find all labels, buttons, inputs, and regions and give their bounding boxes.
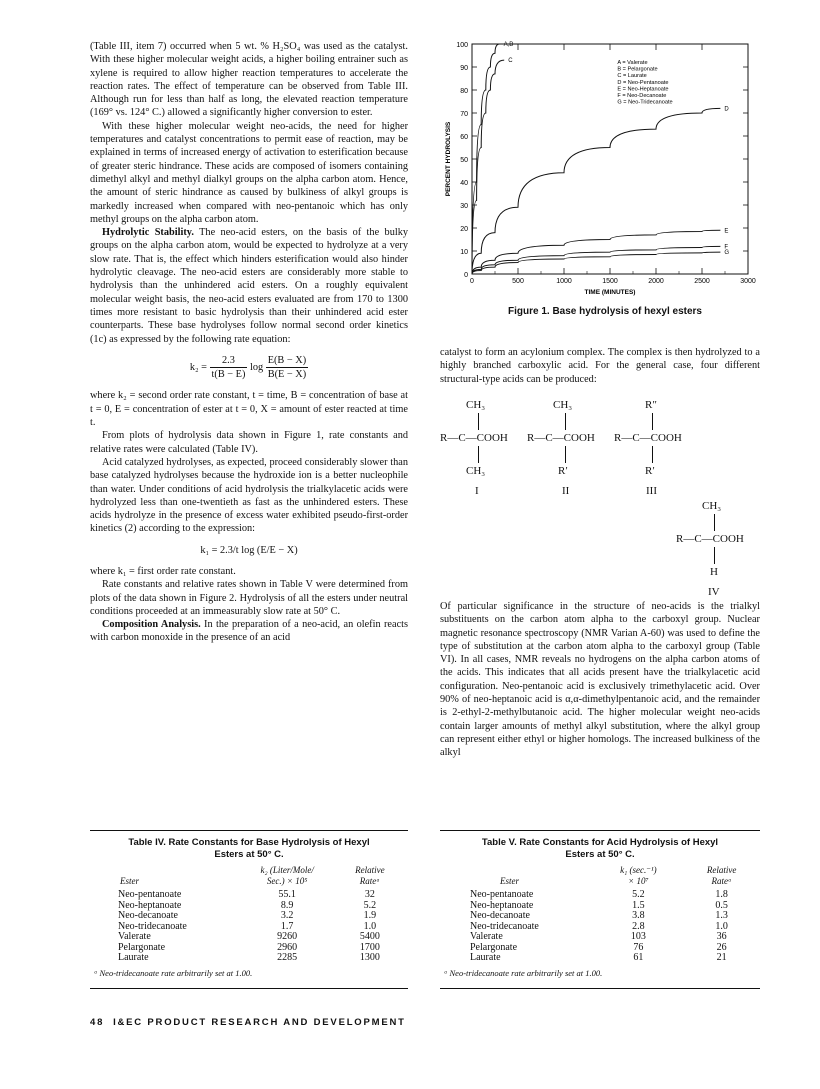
rate-equation-first-order: k₁ = 2.3/t log (E/E − X): [200, 544, 298, 556]
x-tick-label: 0: [470, 278, 474, 285]
series-label: G: [724, 250, 730, 257]
x-tick-label: 2000: [648, 278, 664, 285]
section-heading: Hydrolytic Stability.: [102, 227, 194, 239]
series-label: A,B: [503, 42, 514, 48]
paragraph: where k₁ = first order rate constant.: [90, 565, 236, 577]
series-label: E: [724, 228, 729, 235]
table-cell-rel: 1700: [359, 941, 380, 953]
paragraph: From plots of hydrolysis data shown in Figure 1, rate constants and relative rates were calculated (Table IV).: [90, 430, 408, 455]
table-row: [90, 890, 408, 901]
table-footnote: ᵃ Neo-tridecanoate rate arbitrarily set at 1.00.: [444, 967, 603, 978]
table-cell-ester: Laurate: [118, 952, 149, 963]
table-row: [90, 953, 408, 964]
table-cell-k: 2960: [277, 941, 298, 953]
table-title: Table IV. Rate Constants for Base Hydrolysis of Hexyl Esters at 50° C.: [128, 837, 370, 860]
figure-1-chart: [440, 36, 770, 298]
table-cell-ester: Pelargonate: [470, 941, 518, 953]
table-cell-rel: 1.8: [715, 889, 728, 900]
table-cell-k: 9260: [277, 931, 298, 942]
table-cell-k: 8.9: [280, 899, 294, 911]
legend-entry: G = Neo-Tridecanoate: [617, 99, 673, 106]
table-iv: [90, 830, 408, 989]
x-tick-label: 2500: [694, 278, 710, 285]
series-line-g: [472, 252, 720, 274]
table-row: [440, 953, 760, 964]
table-body: Ester k₂ (Liter/Mole/ Sec.) × 10⁵ Relative Rateᵃ Neo-pentanoate 55.1 32 Neo-heptanoate 8.9 5.2 Neo-decanoate 3.2 1.9 Neo-tridecanoate 1.7 1.0 Valerate 9260 5400 Pelargonate 2960 1700 Laurate 2285 1300: [90, 865, 408, 964]
table-cell-k: 76: [633, 941, 644, 953]
legend-entry: F = Neo-Decanoate: [617, 93, 667, 99]
table-cell-ester: Neo-decanoate: [470, 910, 530, 921]
series-line-d: [472, 108, 720, 274]
table-cell-ester: Neo-decanoate: [118, 910, 178, 921]
y-tick-label: 30: [460, 203, 468, 210]
paragraph: Rate constants and relative rates shown in Table V were determined from plots of the data shown in Figure 2. Hydrolysis of all the esters under neutral conditions proceeded at an immeasurably slow rate at 50° C.: [90, 579, 408, 617]
table-cell-ester: Neo-pentanoate: [118, 889, 182, 900]
table-cell-k: 2285: [277, 952, 298, 963]
left-column: [90, 40, 408, 645]
table-row: [440, 932, 760, 943]
x-tick-label: 1000: [556, 278, 572, 285]
x-axis-label: TIME (MINUTES): [584, 289, 636, 296]
paragraph: Composition Analysis. In the preparation of a neo-acid, an olefin reacts with carbon monoxide in the presence of an acid: [90, 619, 409, 644]
table-cell-k: 3.8: [632, 910, 645, 921]
table-cell-rel: 1.0: [715, 920, 728, 932]
section-heading: Composition Analysis.: [102, 619, 201, 631]
table-cell-rel: 0.5: [715, 899, 728, 911]
table-cell-ester: Neo-tridecanoate: [118, 920, 187, 932]
y-tick-label: 50: [460, 157, 468, 164]
table-cell-k: 5.2: [632, 889, 645, 900]
table-cell-k: 1.5: [632, 899, 645, 911]
table-title: Table V. Rate Constants for Acid Hydrolysis of Hexyl Esters at 50° C.: [481, 837, 719, 860]
right-column-top: [440, 346, 760, 386]
table-row: [440, 890, 760, 901]
y-tick-label: 80: [460, 88, 468, 95]
table-cell-rel: 1.9: [363, 910, 377, 921]
table-row: [90, 932, 408, 943]
paragraph: where k₂ = second order rate constant, t = time, B = concentration of base at t = 0, E = concentration of ester at t = 0, X = amount of ester reacted at time t.: [90, 390, 408, 429]
table-cell-rel: 1.3: [715, 910, 728, 921]
y-tick-label: 60: [460, 134, 468, 141]
table-cell-ester: Valerate: [118, 931, 151, 942]
table-cell-rel: 36: [716, 931, 727, 942]
x-tick-label: 3000: [740, 278, 756, 285]
right-column-bottom: [440, 600, 760, 760]
x-tick-label: 1500: [602, 278, 618, 285]
paragraph: Acid catalyzed hydrolyses, as expected, proceed considerably slower than base catalyzed hydrolyses because the hydroxide ion is a better nucleophile than water. Under conditions of acid hydrolysis the trialkylacetic acids were hydrolyzed less than one-twentieth as fast as the unhindered esters. These acids hydrolyze in the presence of excess water exhibited pseudo-first-order kinetics (2) according to the expression:: [90, 456, 408, 535]
table-cell-ester: Neo-pentanoate: [470, 889, 534, 900]
table-v: [440, 830, 760, 989]
paragraph: catalyst to form an acylonium complex. The complex is then hydrolyzed to a highly branched carboxylic acid. For the general case, four different structural-type acids can be produced:: [440, 347, 760, 385]
table-cell-k: 3.2: [280, 910, 294, 921]
table-cell-rel: 32: [364, 889, 375, 900]
y-tick-label: 100: [456, 42, 468, 49]
paragraph: Of particular significance in the structure of neo-acids is the trialkyl substituents on the carbon atom alpha to the carboxyl group. Nuclear magnetic resonance spectroscopy (NMR Varian A-60) was used to define the type of substitution at the carbon atom alpha to the carboxyl group (Table VI). In all cases, NMR reveals no hydrogens on the alpha carbon atoms of the acids. This indicates that all acids present have the trialkylacetic acid configuration. Neo-pentanoic acid is exclusively trimethylacetic acid. Over 90% of neo-heptanoic acid is α,α-dimethylpentanoic acid, and the remainder is 2-ethyl-2-methylbutanoic acid. The higher molecular weight neo-acids contain larger amounts of methyl alkyl substitution, where the alkyl group can represent either ethyl or higher homologs. The increased bulkiness of the alkyl: [440, 601, 760, 759]
series-label: C: [508, 58, 513, 65]
legend-entry: C = Laurate: [617, 73, 647, 80]
table-cell-ester: Neo-heptanoate: [118, 899, 182, 911]
table-row: [440, 911, 760, 922]
legend-entry: D = Neo-Pentanoate: [617, 79, 669, 86]
legend-entry: B = Pelargonate: [617, 66, 658, 73]
table-cell-k: 1.7: [280, 920, 294, 932]
series-line-f: [472, 246, 720, 274]
table-cell-k: 103: [630, 931, 646, 942]
page-number: 48: [90, 1017, 105, 1028]
table-cell-ester: Pelargonate: [118, 941, 166, 953]
rate-equation-second-order: k₂ = $\frac{2.3}{t(B - E)}$ log $\frac{E(B - X)}{B(E - X)}$: [189, 354, 307, 381]
y-tick-label: 70: [460, 111, 468, 118]
table-cell-rel: 1300: [359, 952, 380, 963]
legend-entry: E = Neo-Heptanoate: [617, 86, 669, 93]
paragraph: Hydrolytic Stability. The neo-acid esters, on the basis of the bulky groups on the alpha carbon atom, would be expected to hydrolyze at a very slow rate. That is, the effect which hinders esterification would also hinder hydrolytic cleavage. The neo-acid esters are considerably more stable to hydrolysis than the unhindered acid esters. On a roughly equivalent molecular weight basis, the neo-acid esters evaluated are from 170 to 1300 times more resistant to basic hydrolysis than their unhindered acid ester counterparts. These base hydrolyses follow normal second order kinetics (1c) as expressed by the following rate equation:: [90, 227, 409, 345]
table-cell-k: 2.8: [632, 920, 645, 932]
table-cell-rel: 21: [716, 952, 727, 963]
table-cell-rel: 26: [716, 941, 727, 953]
page-footer: [90, 1017, 406, 1028]
y-tick-label: 40: [460, 180, 468, 187]
y-tick-label: 0: [464, 272, 468, 279]
table-cell-k: 61: [633, 952, 644, 963]
table-cell-rel: 1.0: [363, 920, 377, 932]
y-tick-label: 10: [460, 249, 468, 256]
y-tick-label: 20: [460, 226, 468, 233]
paragraph: With these higher molecular weight neo-acids, the need for higher temperatures and catalyst concentrations to permit ease of reaction, may be explained in terms of increased energy of activation to esterification because of greater steric hindrance. These acids are composed of isomers containing dimethyl alkyl and methyl dialkyl groups on the alpha carbon atom. Hence, the amount of steric hindrance as caused by bulkiness of alkyl groups is markedly increased when compared with neo-pentanoic which has only methyl groups on the alpha carbon atom.: [90, 120, 408, 225]
table-footnote: ᵃ Neo-tridecanoate rate arbitrarily set at 1.00.: [94, 967, 253, 978]
journal-name: I&EC PRODUCT RESEARCH AND DEVELOPMENT: [113, 1017, 406, 1028]
table-cell-ester: Neo-heptanoate: [470, 899, 534, 911]
table-cell-ester: Neo-tridecanoate: [470, 920, 539, 932]
series-label: D: [724, 106, 729, 113]
table-row: [90, 911, 408, 922]
table-cell-rel: 5.2: [363, 899, 377, 911]
table-cell-rel: 5400: [359, 931, 380, 942]
x-tick-label: 500: [512, 278, 524, 285]
figure-caption: Figure 1. Base hydrolysis of hexyl esters: [508, 306, 702, 317]
table-cell-k: 55.1: [278, 889, 296, 900]
paragraph: (Table III, item 7) occurred when 5 wt. % H₂SO₄ was used as the catalyst. With these higher molecular weight acids, a higher boiling entrainer such as xylene is required to allow higher reaction temperatures to accelerate the reaction rates. The effect of temperature can be observed from Table III. Although run for less than half as long, the elevated reaction temperature (169° vs. 124° C.) allowed a significantly higher conversion to ester.: [90, 41, 408, 119]
y-tick-label: 90: [460, 65, 468, 72]
table-cell-ester: Valerate: [470, 931, 503, 942]
y-axis-label: PERCENT HYDROLYSIS: [445, 121, 452, 197]
series-label: F: [724, 244, 729, 251]
table-body: Ester k₁ (sec.⁻¹) × 10⁷ Relative Rateᵃ Neo-pentanoate 5.2 1.8 Neo-heptanoate 1.5 0.5 Neo-decanoate 3.8 1.3 Neo-tridecanoate 2.8 1.0 Valerate 103 36 Pelargonate 76 26 Laurate 61 21: [440, 865, 760, 964]
table-cell-ester: Laurate: [470, 952, 501, 963]
legend-entry: A = Valerate: [617, 60, 648, 66]
